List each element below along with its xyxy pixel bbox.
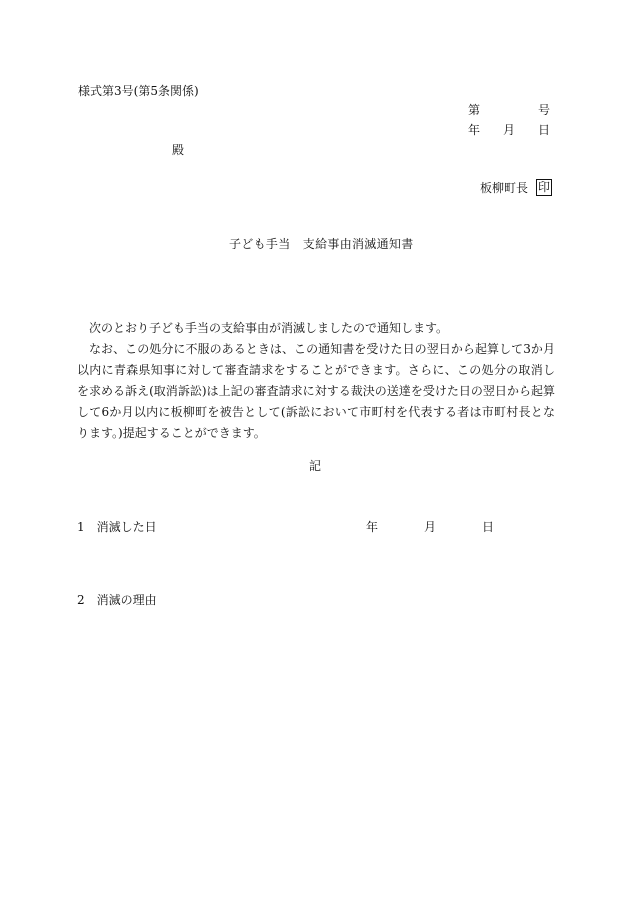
item-2-label: 2 消滅の理由 bbox=[77, 593, 157, 607]
document-title: 子ども手当 支給事由消滅通知書 bbox=[229, 237, 414, 251]
issue-date-day: 日 bbox=[537, 123, 550, 137]
doc-number-prefix: 第 bbox=[468, 103, 481, 117]
document-number bbox=[468, 104, 550, 116]
issue-date bbox=[468, 124, 550, 136]
item-1-day: 日 bbox=[481, 520, 494, 534]
issuer-name: 板柳町長 bbox=[480, 180, 529, 195]
item-1-year: 年 bbox=[366, 520, 379, 534]
form-number: 様式第3号(第5条関係) bbox=[78, 84, 199, 98]
doc-number-suffix: 号 bbox=[537, 103, 550, 117]
item-1-month: 月 bbox=[423, 520, 436, 534]
seal-mark: 印 bbox=[536, 179, 552, 196]
item-1-date bbox=[366, 521, 494, 533]
item-1-label: 1 消滅した日 bbox=[77, 520, 157, 534]
issue-date-month: 月 bbox=[502, 123, 515, 137]
issuer-block bbox=[480, 179, 552, 196]
ki-heading: 記 bbox=[309, 459, 322, 473]
body-text bbox=[77, 318, 555, 444]
issue-date-year: 年 bbox=[468, 123, 481, 137]
body-paragraph-1: 次のとおり子ども手当の支給事由が消滅しましたので通知します。 bbox=[89, 321, 449, 335]
body-paragraph-2: なお、この処分に不服のあるときは、この通知書を受けた日の翌日から起算して3か月以内に青森県知事に対して審査請求をすることができます。さらに、この処分の取消しを求める訴え(取消訴訟)は上記の審査請求に対する裁決の送達を受けた日の翌日から起算して6か月以内に板柳町を被告として(訴訟において市町村を代表する者は市町村長となります。)提起することができます。 bbox=[77, 342, 555, 440]
addressee: 殿 bbox=[172, 143, 185, 157]
